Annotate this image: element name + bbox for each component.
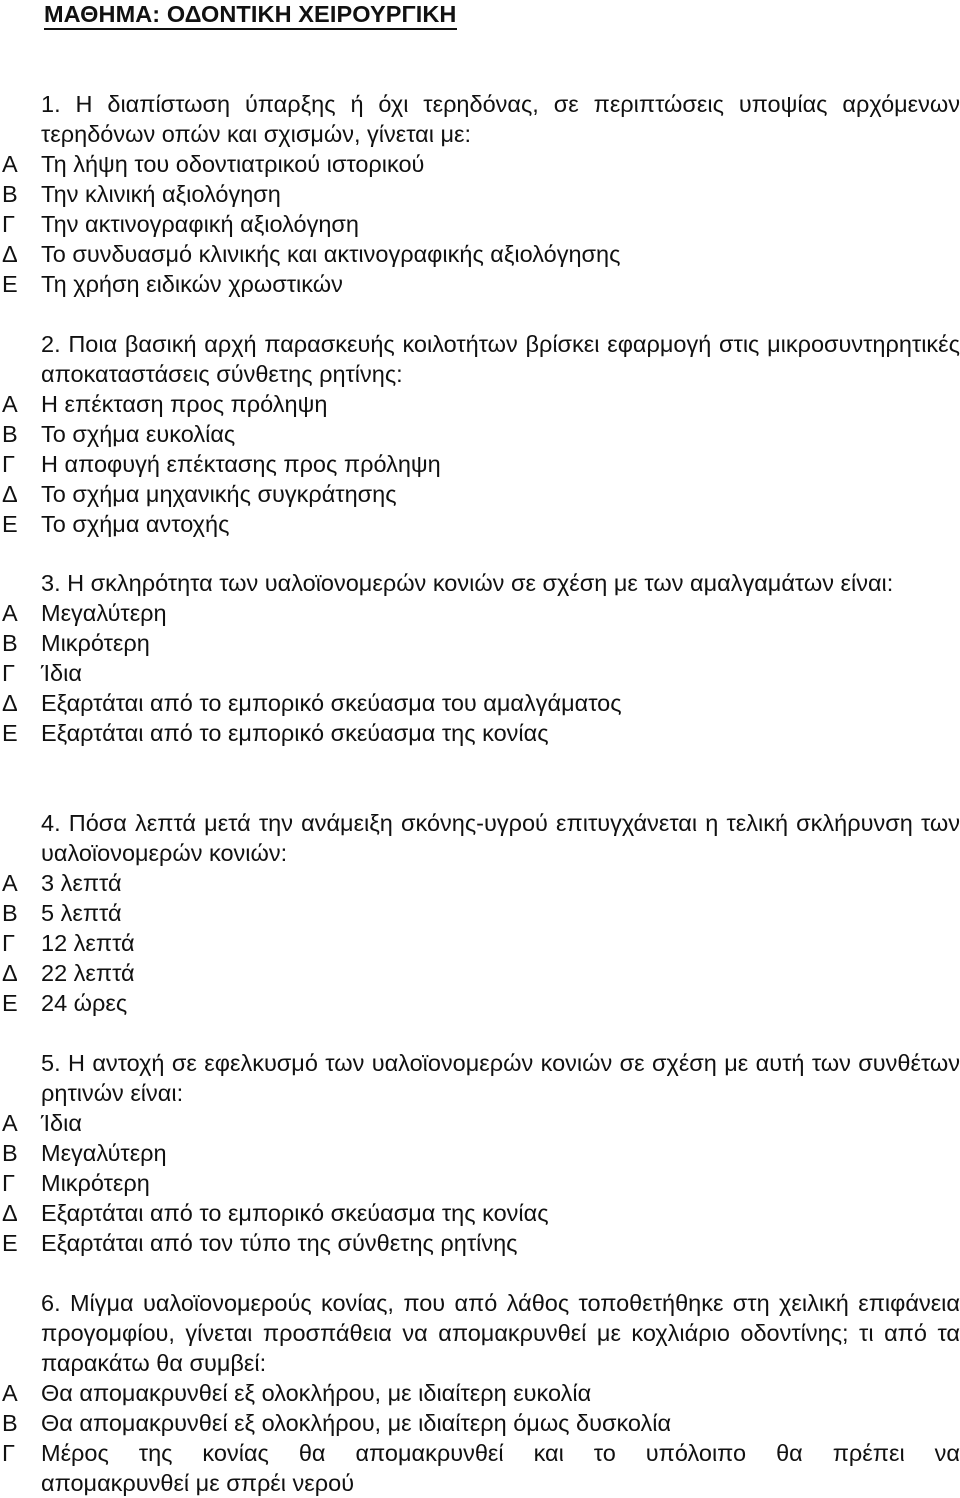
option-text: 24 ώρες	[41, 990, 128, 1016]
option-text: Μικρότερη	[41, 1170, 150, 1196]
answer-option-e	[0, 269, 960, 299]
question-stem: 1. Η διαπίστωση ύπαρξης ή όχι τερηδόνας, σε περιπτώσεις υποψίας αρχόμενων τερηδόνων οπών και σχισμών, γίνεται με:	[41, 91, 960, 147]
answer-option-e	[0, 509, 960, 539]
option-letter: Β	[2, 900, 18, 926]
option-letter: Δ	[2, 690, 18, 716]
option-letter: Γ	[2, 1440, 15, 1466]
option-text: Την κλινική αξιολόγηση	[41, 181, 281, 207]
question-4	[0, 808, 960, 1018]
answer-option-b	[0, 1408, 960, 1438]
option-letter: Α	[2, 151, 18, 177]
answer-option-a	[0, 389, 960, 419]
page-title: ΜΑΘΗΜΑ: ΟΔΟΝΤΙΚΗ ΧΕΙΡΟΥΡΓΙΚΗ	[44, 0, 457, 30]
option-letter: Ε	[2, 511, 18, 537]
option-letter: Δ	[2, 960, 18, 986]
answer-option-c	[0, 928, 960, 958]
option-text: Την ακτινογραφική αξιολόγηση	[41, 211, 359, 237]
option-letter: Α	[2, 600, 18, 626]
option-letter: Α	[2, 870, 18, 896]
answer-option-e	[0, 988, 960, 1018]
option-letter: Δ	[2, 481, 18, 507]
option-letter: Β	[2, 181, 18, 207]
question-1	[0, 89, 960, 299]
question-6	[0, 1288, 960, 1498]
option-text: Το σχήμα αντοχής	[41, 511, 230, 537]
question-stem: 6. Μίγμα υαλοϊονομερούς κονίας, που από λάθος τοποθετήθηκε στη χειλική επιφάνεια προγομφίου, γίνεται προσπάθεια να απομακρυνθεί με κοχλιάριο οδοντίνης; τι από τα παρακάτω θα συμβεί:	[41, 1290, 960, 1376]
option-letter: Ε	[2, 720, 18, 746]
option-letter: Γ	[2, 451, 15, 477]
question-stem: 5. Η αντοχή σε εφελκυσμό των υαλοϊονομερών κονιών σε σχέση με αυτή των συνθέτων ρητινών είναι:	[41, 1050, 960, 1106]
option-text: Η επέκταση προς πρόληψη	[41, 391, 328, 417]
option-text: 5 λεπτά	[41, 900, 122, 926]
option-letter: Α	[2, 1380, 18, 1406]
option-text: Το σχήμα ευκολίας	[41, 421, 236, 447]
answer-option-a	[0, 598, 960, 628]
answer-option-d	[0, 688, 960, 718]
question-2	[0, 329, 960, 539]
option-text: Εξαρτάται από τον τύπο της σύνθετης ρητίνης	[41, 1230, 518, 1256]
answer-option-b	[0, 419, 960, 449]
option-text: Τη χρήση ειδικών χρωστικών	[41, 271, 343, 297]
answer-option-c	[0, 658, 960, 688]
option-letter: Α	[2, 1110, 18, 1136]
option-text: Το συνδυασμό κλινικής και ακτινογραφικής αξιολόγησης	[41, 241, 621, 267]
answer-option-b	[0, 628, 960, 658]
question-stem: 2. Ποια βασική αρχή παρασκευής κοιλοτήτων βρίσκει εφαρμογή στις μικροσυντηρητικές αποκαταστάσεις σύνθετης ρητίνης:	[41, 331, 960, 387]
option-letter: Β	[2, 421, 18, 447]
answer-option-a	[0, 1378, 960, 1408]
option-text: Εξαρτάται από το εμπορικό σκεύασμα της κονίας	[41, 1200, 549, 1226]
answer-option-e	[0, 1228, 960, 1258]
answer-option-b	[0, 179, 960, 209]
answer-option-e	[0, 718, 960, 748]
option-text: Ίδια	[41, 1110, 82, 1136]
option-text: Θα απομακρυνθεί εξ ολοκλήρου, με ιδιαίτερη ευκολία	[41, 1380, 592, 1406]
option-text: 22 λεπτά	[41, 960, 135, 986]
option-text-continuation: απομακρυνθεί με σπρέι νερού	[41, 1470, 355, 1496]
option-letter: Γ	[2, 211, 15, 237]
option-text: Τη λήψη του οδοντιατρικού ιστορικού	[41, 151, 425, 177]
option-text: Μέρος της κονίας θα απομακρυνθεί και το υπόλοιπο θα πρέπει να	[41, 1440, 960, 1466]
answer-option-c	[0, 209, 960, 239]
answer-option-d	[0, 239, 960, 269]
answer-option-a	[0, 1108, 960, 1138]
option-letter: Β	[2, 630, 18, 656]
option-text: Εξαρτάται από το εμπορικό σκεύασμα του αμαλγάματος	[41, 690, 622, 716]
option-text: Μεγαλύτερη	[41, 600, 167, 626]
option-text: Το σχήμα μηχανικής συγκράτησης	[41, 481, 397, 507]
answer-option-b	[0, 898, 960, 928]
option-text: Θα απομακρυνθεί εξ ολοκλήρου, με ιδιαίτερη όμως δυσκολία	[41, 1410, 672, 1436]
question-5	[0, 1048, 960, 1258]
question-stem: 3. Η σκληρότητα των υαλοϊονομερών κονιών σε σχέση με των αμαλγαμάτων είναι:	[41, 570, 894, 596]
option-text: 3 λεπτά	[41, 870, 122, 896]
option-text: Μεγαλύτερη	[41, 1140, 167, 1166]
answer-option-c	[0, 1168, 960, 1198]
option-letter: Ε	[2, 990, 18, 1016]
option-letter: Δ	[2, 1200, 18, 1226]
answer-option-a	[0, 868, 960, 898]
answer-option-d	[0, 1198, 960, 1228]
option-letter: Δ	[2, 241, 18, 267]
option-letter: Β	[2, 1410, 18, 1436]
answer-option-d	[0, 479, 960, 509]
option-letter: Α	[2, 391, 18, 417]
option-letter: Ε	[2, 1230, 18, 1256]
option-text: Ίδια	[41, 660, 82, 686]
option-letter: Γ	[2, 1170, 15, 1196]
option-letter: Γ	[2, 660, 15, 686]
option-text: Εξαρτάται από το εμπορικό σκεύασμα της κονίας	[41, 720, 549, 746]
option-text: Μικρότερη	[41, 630, 150, 656]
option-letter: Β	[2, 1140, 18, 1166]
option-text: 12 λεπτά	[41, 930, 135, 956]
answer-option-c	[0, 449, 960, 479]
question-3	[0, 568, 960, 748]
answer-option-a	[0, 149, 960, 179]
option-text: Η αποφυγή επέκτασης προς πρόληψη	[41, 451, 441, 477]
answer-option-c	[0, 1438, 960, 1468]
answer-option-b	[0, 1138, 960, 1168]
option-letter: Ε	[2, 271, 18, 297]
option-letter: Γ	[2, 930, 15, 956]
answer-option-d	[0, 958, 960, 988]
question-stem: 4. Πόσα λεπτά μετά την ανάμειξη σκόνης-υγρού επιτυγχάνεται η τελική σκλήρυνση των υαλοϊονομερών κονιών:	[41, 810, 960, 866]
